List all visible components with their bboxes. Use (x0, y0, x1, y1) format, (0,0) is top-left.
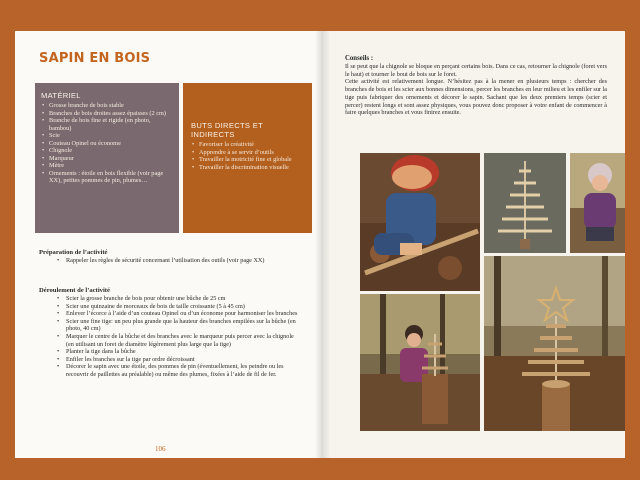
deroulement-item: • Marquer le centre de la bûche et des branches avec le marqueur puis percer avec la chignole (en utilisant un foret de diamètre légèrement plus large que la tige) (66, 333, 301, 348)
right-page (321, 31, 625, 458)
left-page (15, 31, 321, 458)
materiel-item: • Scie (49, 132, 173, 140)
deroulement-item: • Décorer le sapin avec une étoile, des pommes de pin (éventuellement, les peindre ou les recouvrir de paillettes au préalable) ou même des plumes, fixées à l’aide de fil de fer. (66, 363, 301, 378)
deroulement-item: • Scier une fine tige: un peu plus grande que la hauteur des branches empilées sur la bûche (en photo, 40 cm) (66, 318, 301, 333)
materiel-list (41, 102, 173, 185)
deroulement-item: • Enlever l’écorce à l’aide d’un couteau Opinel ou d’un économe pour harmoniser les branches (66, 310, 301, 318)
materiel-item: • Couteau Opinel ou économe (49, 140, 173, 148)
buts-item: • Travailler la motricité fine et globale (199, 156, 304, 164)
photo-child-purple (570, 153, 625, 253)
materiel-box (35, 83, 179, 233)
conseils-paragraph: Cette activité est relativement longue. N’hésitez pas à la mener en plusieurs temps : chercher des branches de bois et les scier aux bonnes dimensions, percer les branches en leur milieu et les enfiler sur la tige puis fabriquer des ornements et décorer le sapin. Sachant que les deux premiers temps (scier et percer) restent longs et sont assez physiques, vous pouvez donc proposer à votre enfant de commencer à faire quelques branches et vous finirez ensuite. (345, 78, 607, 117)
deroulement-item: • Planter la tige dans la bûche (66, 348, 301, 356)
materiel-item: • Chignole (49, 147, 173, 155)
photo-stick-tree (484, 153, 566, 253)
conseils-section (345, 55, 607, 117)
conseils-paragraph: Il se peut que la chignole se bloque en perçant certains bois. Dans ce cas, retourner la chignole (foret vers le haut) et tourner le bout de bois sur le foret. (345, 63, 607, 78)
deroulement-list (39, 295, 301, 379)
deroulement-item: • Scier une quinzaine de morceaux de bois de taille croissante (5 à 45 cm) (66, 303, 301, 311)
deroulement-heading: Déroulement de l’activité (39, 287, 110, 294)
page-title: SAPIN EN BOIS (39, 51, 151, 66)
materiel-item: • Marqueur (49, 155, 173, 163)
conseils-heading: Conseils : (345, 55, 374, 62)
buts-item: • Travailler la discrimination visuelle (199, 164, 304, 172)
buts-item: • Favoriser la créativité (199, 141, 304, 149)
buts-list (191, 141, 304, 171)
preparation-list (39, 257, 301, 265)
page-number: 106 (155, 445, 166, 453)
materiel-item: • Branches de bois droites assez épaisses (2 cm) (49, 110, 173, 118)
preparation-heading: Préparation de l’activité (39, 249, 108, 256)
book-gutter (315, 31, 329, 458)
preparation-item: • Rappeler les règles de sécurité concernant l’utilisation des outils (voir page XX) (66, 257, 301, 265)
materiel-item: • Mètre (49, 162, 173, 170)
buts-box (183, 83, 312, 233)
book-spread (15, 31, 625, 458)
photo-child-sawing (360, 153, 480, 291)
materiel-heading: MATÉRIEL (41, 91, 81, 100)
preparation-section (39, 249, 301, 265)
photo-finished-tree (484, 256, 625, 431)
buts-heading: BUTS DIRECTS ET INDIRECTS (191, 121, 263, 139)
materiel-item: • Ornements : étoile en bois flexible (voir page XX), petites pommes de pin, plumes… (49, 170, 173, 185)
materiel-item: • Branche de bois fine et rigide (en photo, bambou) (49, 117, 173, 132)
materiel-item: • Grosse branche de bois stable (49, 102, 173, 110)
deroulement-item: • Enfiler les branches sur la tige par ordre décroissant (66, 356, 301, 364)
photo-child-with-tree (360, 294, 480, 431)
deroulement-section (39, 287, 301, 379)
buts-item: • Apprendre à se servir d’outils (199, 149, 304, 157)
deroulement-item: • Scier la grosse branche de bois pour obtenir une bûche de 25 cm (66, 295, 301, 303)
